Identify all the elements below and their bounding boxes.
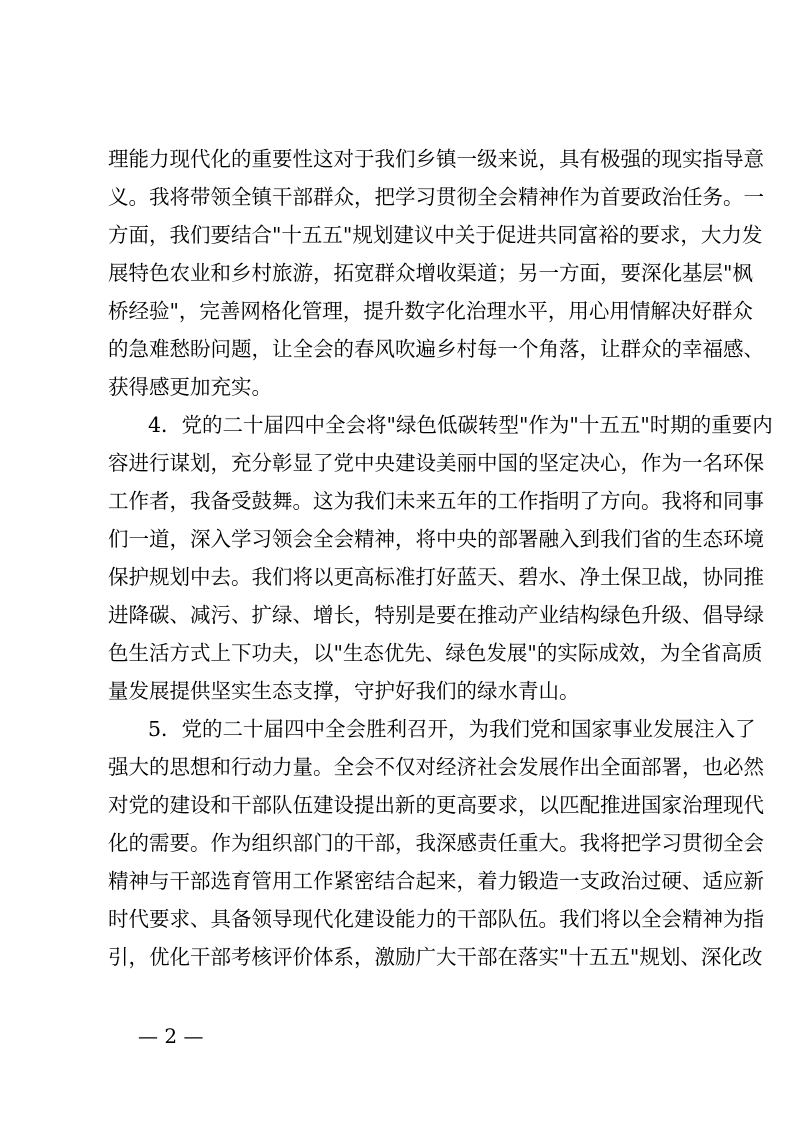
page-number: — 2 — (138, 1024, 204, 1048)
paragraph-line: 量发展提供坚实生态支撑，守护好我们的绿水青山。 (108, 679, 580, 703)
paragraph-line: 引，优化干部考核评价体系，激励广大干部在落实"十五五"规划、深化改 (108, 945, 763, 969)
paragraph-line: 对党的建设和干部队伍建设提出新的更高要求，以匹配推进国家治理现代 (108, 793, 764, 817)
paragraph-line: 进降碳、减污、扩绿、增长，特别是要在推动产业结构绿色升级、倡导绿 (108, 603, 764, 627)
paragraph-line: 精神与干部选育管用工作紧密结合起来，着力锻造一支政治过硬、适应新 (108, 869, 764, 893)
body-text (108, 140, 773, 976)
paragraph-line: 容进行谋划，充分彰显了党中央建设美丽中国的坚定决心，作为一名环保 (108, 451, 764, 475)
paragraph-line: 方面，我们要结合"十五五"规划建议中关于促进共同富裕的要求，大力发 (108, 223, 763, 247)
paragraph-line: 获得感更加充实。 (108, 375, 272, 399)
paragraph-first-line: 4．党的二十届四中全会将"绿色低碳转型"作为"十五五"时期的重要内 (148, 413, 773, 437)
paragraph-line: 强大的思想和行动力量。全会不仅对经济社会发展作出全面部署，也必然 (108, 755, 764, 779)
paragraph-line: 桥经验"，完善网格化管理，提升数字化治理水平，用心用情解决好群众 (108, 299, 753, 323)
paragraph-line: 展特色农业和乡村旅游，拓宽群众增收渠道；另一方面，要深化基层"枫 (108, 261, 753, 285)
paragraph-line: 化的需要。作为组织部门的干部，我深感责任重大。我将把学习贯彻全会 (108, 831, 764, 855)
paragraph-first-line: 5．党的二十届四中全会胜利召开，为我们党和国家事业发展注入了 (148, 717, 756, 741)
paragraph-line: 理能力现代化的重要性这对于我们乡镇一级来说，具有极强的现实指导意 (108, 147, 764, 171)
paragraph-line: 义。我将带领全镇干部群众，把学习贯彻全会精神作为首要政治任务。一 (108, 185, 764, 209)
paragraph-line: 工作者，我备受鼓舞。这为我们未来五年的工作指明了方向。我将和同事 (108, 489, 764, 513)
paragraph-line: 时代要求、具备领导现代化建设能力的干部队伍。我们将以全会精神为指 (108, 907, 764, 931)
paragraph-line: 保护规划中去。我们将以更高标准打好蓝天、碧水、净土保卫战，协同推 (108, 565, 764, 589)
paragraph-line: 们一道，深入学习领会全会精神，将中央的部署融入到我们省的生态环境 (108, 527, 764, 551)
paragraph-line: 色生活方式上下功夫，以"生态优先、绿色发展"的实际成效，为全省高质 (108, 641, 763, 665)
paragraph-line: 的急难愁盼问题，让全会的春风吹遍乡村每一个角落，让群众的幸福感、 (108, 337, 764, 361)
